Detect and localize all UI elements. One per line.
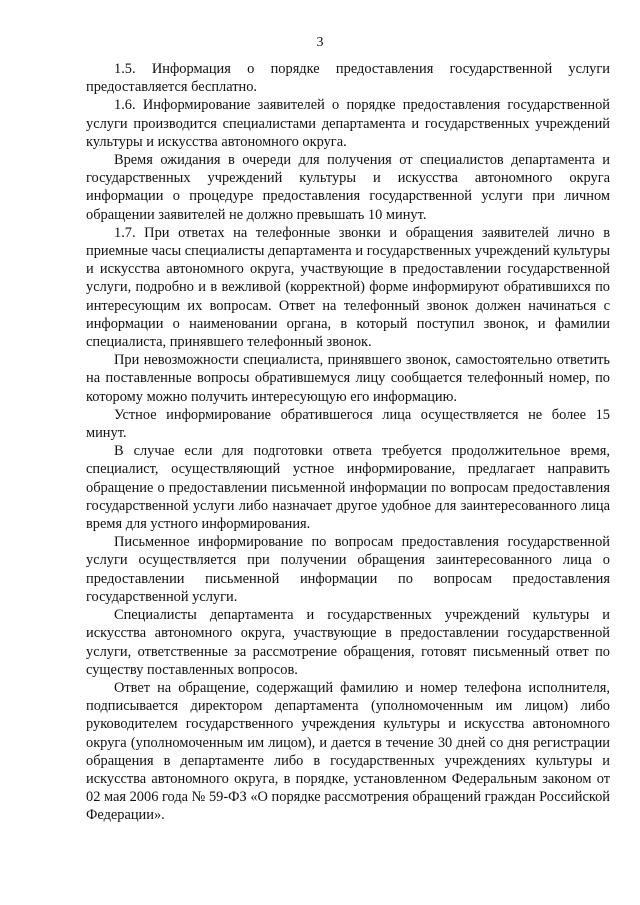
paragraph-oral-duration: Устное информирование обратившегося лица осуществляется не более 15 минут.: [86, 406, 610, 442]
paragraph-1-5: 1.5. Информация о порядке предоставления государственной услуги предоставляется бесплатно.: [86, 61, 610, 96]
document-body: [86, 60, 610, 825]
paragraph-written-info: Письменное информирование по вопросам предоставления государственной услуги осуществляется при получении обращения заинтересованного лица о предоставлении письменной информации по вопросам предоставления государственной услуги.: [86, 534, 610, 605]
page-number: 3: [316, 35, 324, 50]
paragraph-long-answer: В случае если для подготовки ответа требуется продолжительное время, специалист, осуществляющий устное информирование, предлагает направить обращение о предоставлении письменной информации по вопросам предоставления государственной услуги либо назначает другое удобное для заинтересованного лица время для устного информирования.: [86, 443, 610, 533]
paragraph-waiting-time: Время ожидания в очереди для получения от специалистов департамента и государственных учреждений культуры и искусства автономного округа информации о процедуре предоставления государственной услуги при личном обращении заявителей не должно превышать 10 минут.: [86, 152, 610, 223]
paragraph-answer-signing: Ответ на обращение, содержащий фамилию и номер телефона исполнителя, подписывается директором департамента (уполномоченным им лицом) либо руководителем государственного учреждения культуры и искусства автономного округа (уполномоченным им лицом), и дается в течение 30 дней со дня регистрации обращения в департаменте либо в государственных учреждениях культуры и искусства автономного округа, в порядке, установленном Федеральным законом от 02 мая 2006 года № 59-ФЗ «О порядке рассмотрения обращений граждан Российской Федерации».: [86, 679, 610, 824]
paragraph-1-6: 1.6. Информирование заявителей о порядке предоставления государственной услуги производится специалистами департамента и государственных учреждений культуры и искусства автономного округа.: [86, 97, 610, 150]
paragraph-phone-fallback: При невозможности специалиста, принявшего звонок, самостоятельно ответить на поставленные вопросы обратившемуся лицу сообщается телефонный номер, по которому можно получить интересующую его информацию.: [86, 352, 610, 405]
paragraph-specialists-reply: Специалисты департамента и государственных учреждений культуры и искусства автономного округа, участвующие в предоставлении государственной услуги, ответственные за рассмотрение обращения, готовят письменный ответ по существу поставленных вопросов.: [86, 607, 610, 678]
paragraph-1-7: 1.7. При ответах на телефонные звонки и обращения заявителей лично в приемные часы специалисты департамента и государственных учреждений культуры и искусства автономного округа, участвующие в предоставлении государственной услуги, подробно и в вежливой (корректной) форме информируют обратившихся по интересующим их вопросам. Ответ на телефонный звонок должен начинаться с информации о наименовании органа, в который поступил звонок, и фамилии специалиста, принявшего телефонный звонок.: [86, 224, 610, 351]
